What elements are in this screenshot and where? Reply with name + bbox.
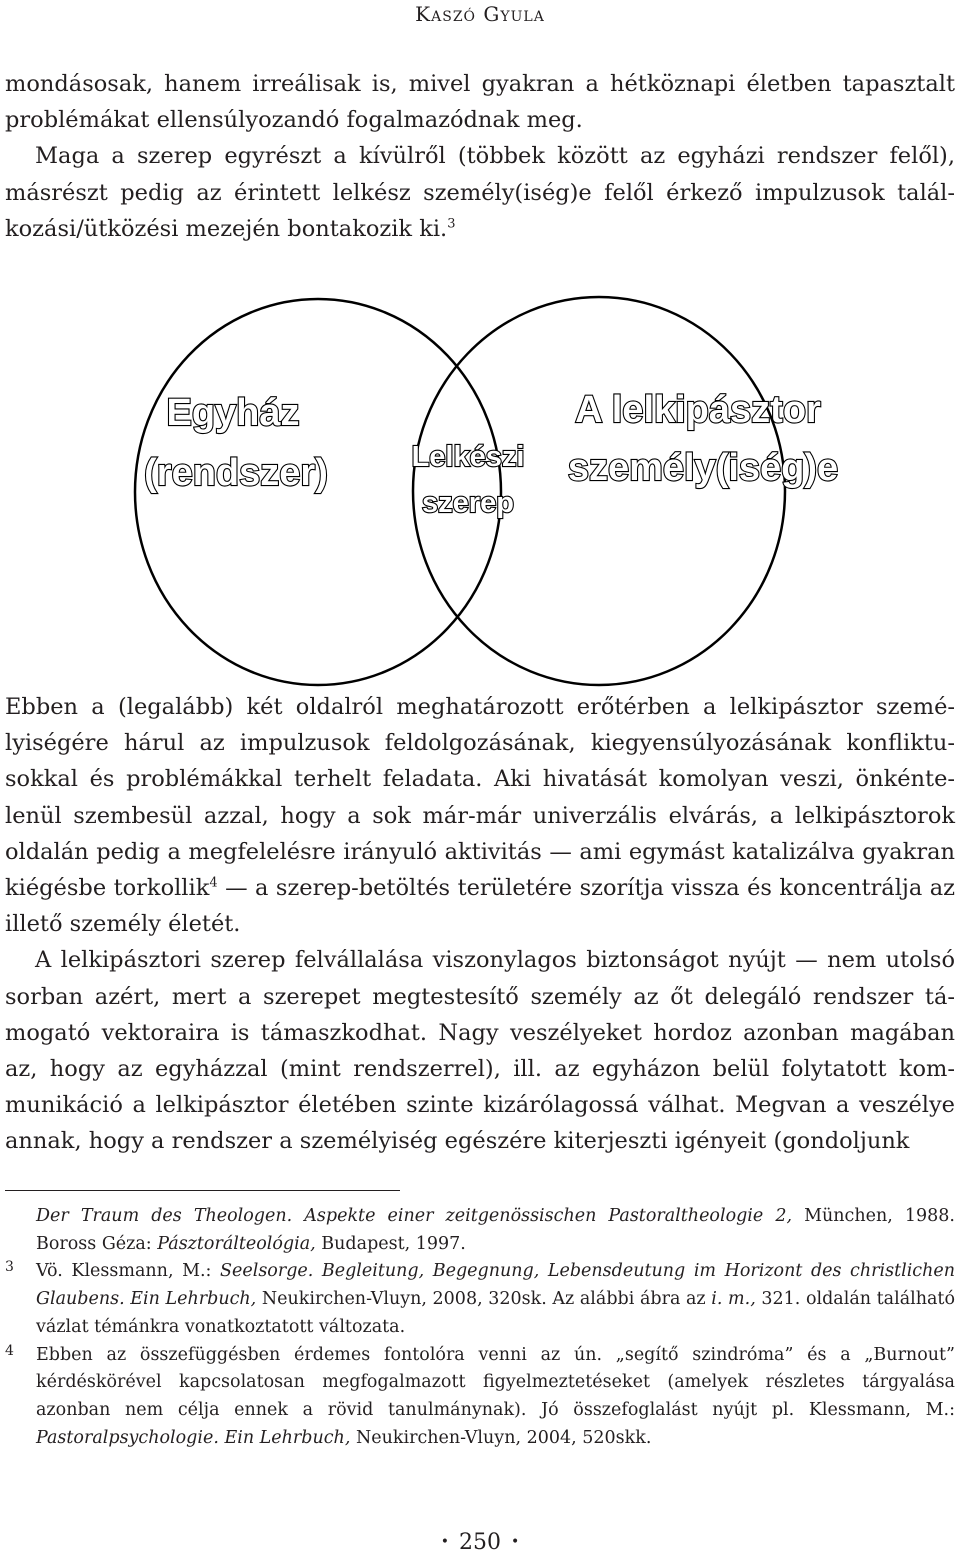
footnote-number-4: 4 — [5, 1342, 14, 1359]
pastor-label-line1: A lelkipásztor — [575, 389, 821, 431]
body-paragraph-2 — [5, 689, 955, 1160]
church-label-line1: Egyház — [166, 392, 300, 434]
page-number — [0, 1530, 960, 1555]
bullet-ornament-left: • — [440, 1534, 449, 1550]
footnote-separator — [5, 1190, 400, 1191]
paragraph-force-field: Ebben a (legalább) két oldalról meghatározott erőtérben a lelkipásztor személyiségére hárul az impulzusok feldolgozásának, kiegyensúlyozásának konfliktusokkal és problémákkal terhelt feladata. Aki hivatását komolyan veszi, önkéntelenül szembesül azzal, hogy a sok már-már univerzális elvárás, a lelkipásztorok oldalán pedig a megfelelésre irányuló aktivitás — ami egymást katalizálva gyakran kiégésbe torkollik$^4$ — a szerep-betöltés területére szorítja vissza és koncentrálja az illető személy életét. — [5, 694, 956, 938]
footnote-number-3: 3 — [5, 1259, 14, 1276]
footnote-4: 4 Ebben az összefüggésben érdemes fontolóra venni az ún. „segítő szindróma” és a „Burnout” kérdéskörével kapcsolatosan megfogalmazott figyelmeztetéseket (amelyek részletes tárgyalása azonban nem célja ennek a rövid tanulmánynak). Jó összefoglalást nyújt pl. Klessmann, M.: Pastoralpsychologie. Ein Lehrbuch, Neukirchen-Vluyn, 2004, 520skk. — [5, 1342, 955, 1453]
footnote-3: 3 Vö. Klessmann, M.: Seelsorge. Begleitung, Begegnung, Lebensdeutung im Horizont des christlichen Glaubens. Ein Lehrbuch, Neukirchen-Vluyn, 2008, 320sk. Az alábbi ábra az i. m., 321. oldalán található vázlat témánkra vonatkoztatott változata. — [5, 1258, 955, 1341]
page-number-value: 250 — [459, 1530, 501, 1555]
footnotes — [5, 1203, 955, 1452]
running-title: Kaszó Gyula — [415, 2, 545, 26]
footnote-continuation: Der Traum des Theologen. Aspekte einer zeitgenössischen Pastoraltheologie 2, München, 1988. Boross Géza: Pásztorálteológia, Budapest, 1997. — [36, 1206, 955, 1254]
footnote-ref-4[interactable]: 4 — [209, 875, 218, 891]
bullet-ornament-right: • — [511, 1534, 520, 1550]
role-label-line2: szerep — [422, 487, 514, 519]
paragraph-security: A lelkipásztori szerep felvállalása viszonylagos biztonságot nyújt — nem utolsó sorban azért, mert a szerepet megtestesítő személy az őt delegáló rendszer támogató vektoraira is támaszkodhat. Nagy veszélyeket hordoz azonban magában az, hogy az egyházzal (mint rendszerrel), ill. az egyházon belül folytatott kommunikáció a lelkipásztor életében szinte kizárólagossá válhat. Megvan a veszélye annak, hogy a rendszer a személyiség egészére kiterjeszti igényeit (gondoljunk — [5, 947, 955, 1155]
footnote-ref-3[interactable]: 3 — [447, 216, 456, 232]
pastor-label-line2: személy(iség)e — [567, 447, 839, 489]
venn-diagram — [120, 287, 840, 687]
paragraph-continuation: mondásosak, hanem irreálisak is, mivel gyakran a hétköznapi életben tapasztalt problémákat ellensúlyozandó fogalmazódnak meg. — [5, 71, 955, 134]
role-label-line1: Lelkészi — [411, 441, 525, 473]
body-paragraph-1 — [5, 66, 955, 247]
church-label-line2: (rendszer) — [144, 452, 328, 494]
paragraph-role: Maga a szerep egyrészt a kívülről (többek között az egyházi rendszer felől), másrészt pedig az érintett lelkész személy(iség)e felől érkező impulzusok találkozási/ütközési mezején bontakozik ki.$^3$ — [5, 143, 955, 242]
